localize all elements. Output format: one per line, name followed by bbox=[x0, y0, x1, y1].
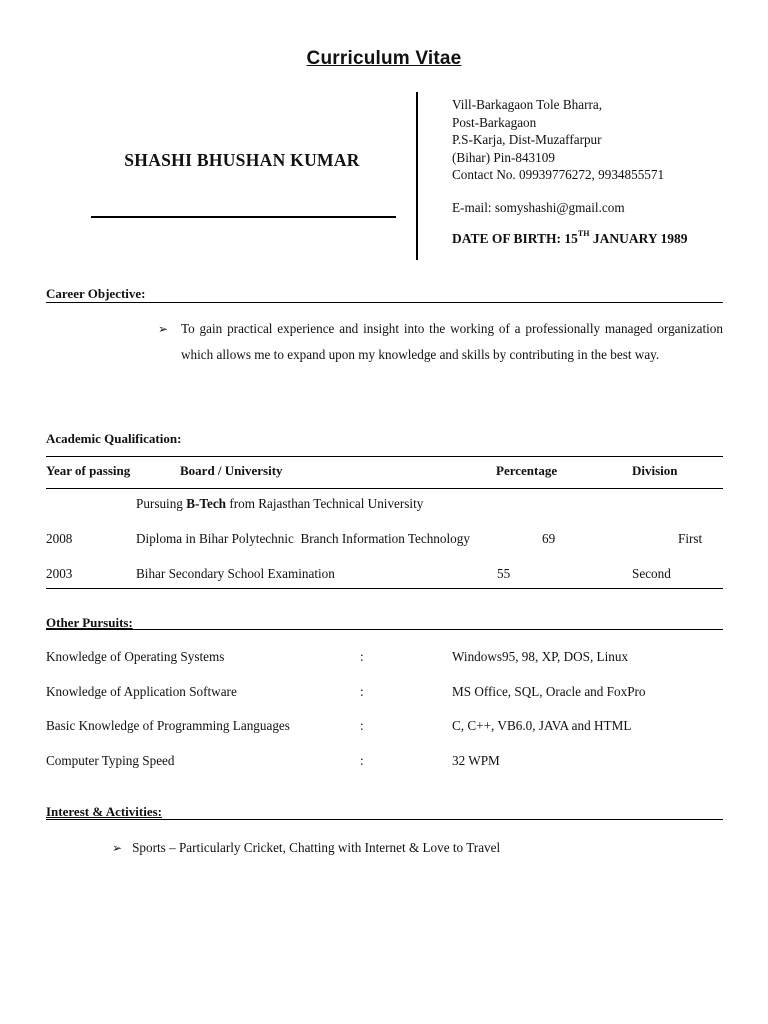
pursuit-value: MS Office, SQL, Oracle and FoxPro bbox=[452, 684, 646, 699]
name-underline bbox=[91, 216, 396, 218]
career-objective-heading: Career Objective: bbox=[46, 286, 146, 301]
table-header-rule bbox=[46, 488, 723, 489]
other-pursuits-heading: Other Pursuits: bbox=[46, 615, 133, 630]
bullet-arrow-icon: ➢ bbox=[158, 322, 169, 336]
row-percentage: 69 bbox=[542, 531, 556, 546]
pursuit-value: Windows95, 98, XP, DOS, Linux bbox=[452, 649, 629, 664]
header-year: Year of passing bbox=[46, 463, 131, 478]
interest-text: Sports – Particularly Cricket, Chatting with Internet & Love to Travel bbox=[132, 840, 501, 855]
row-board: Diploma in Bihar Polytechnic Branch Information Technology bbox=[136, 531, 470, 546]
row-board bbox=[136, 496, 423, 512]
address-line: (Bihar) Pin-843109 bbox=[452, 149, 555, 165]
dob-label: DATE OF BIRTH: 15 bbox=[452, 231, 578, 246]
pursuit-separator: : bbox=[360, 684, 364, 699]
address-line: P.S-Karja, Dist-Muzaffarpur bbox=[452, 132, 602, 147]
header-divider bbox=[416, 92, 418, 260]
career-objective-text: To gain practical experience and insight into the working of a professionally managed organization which allows me to expand upon my knowledge and skills by contributing in the best way. bbox=[181, 321, 723, 362]
row-board: Bihar Secondary School Examination bbox=[136, 566, 335, 581]
candidate-name: SHASHI BHUSHAN KUMAR bbox=[124, 150, 360, 170]
interest-heading: Interest & Activities: bbox=[46, 804, 163, 819]
table-bottom-rule bbox=[46, 588, 723, 589]
pursuit-label: Computer Typing Speed bbox=[46, 753, 175, 768]
address-line: Post-Barkagaon bbox=[452, 114, 537, 130]
header-percentage: Percentage bbox=[496, 463, 558, 478]
career-objective bbox=[158, 316, 723, 368]
header-division: Division bbox=[632, 463, 678, 478]
interest-item bbox=[112, 840, 500, 856]
board-degree: B-Tech bbox=[186, 496, 227, 511]
date-of-birth bbox=[452, 231, 688, 247]
pursuit-value: 32 WPM bbox=[452, 753, 500, 768]
academic-heading: Academic Qualification: bbox=[46, 431, 182, 446]
section-rule bbox=[46, 629, 723, 630]
dob-suffix: TH bbox=[577, 229, 590, 238]
row-division: First bbox=[678, 531, 703, 546]
email: E-mail: somyshashi@gmail.com bbox=[452, 200, 625, 215]
row-division: Second bbox=[632, 566, 671, 581]
row-year: 2008 bbox=[46, 531, 73, 546]
address-line: Vill-Barkagaon Tole Bharra, bbox=[452, 97, 603, 112]
pursuit-label: Knowledge of Operating Systems bbox=[46, 649, 225, 664]
dob-rest: JANUARY 1989 bbox=[589, 231, 688, 246]
pursuit-separator: : bbox=[360, 649, 364, 664]
table-top-rule bbox=[46, 456, 723, 457]
pursuit-separator: : bbox=[360, 753, 364, 768]
row-percentage: 55 bbox=[497, 566, 511, 581]
pursuit-value: C, C++, VB6.0, JAVA and HTML bbox=[452, 718, 632, 733]
pursuit-label: Knowledge of Application Software bbox=[46, 684, 237, 699]
board-text: from Rajasthan Technical University bbox=[226, 496, 424, 511]
contact-numbers: Contact No. 09939776272, 9934855571 bbox=[452, 167, 665, 182]
section-rule bbox=[46, 819, 723, 820]
pursuit-label: Basic Knowledge of Programming Languages bbox=[46, 718, 290, 733]
section-rule bbox=[46, 302, 723, 303]
document-title: Curriculum Vitae bbox=[306, 48, 462, 69]
pursuit-separator: : bbox=[360, 718, 364, 733]
row-year: 2003 bbox=[46, 566, 73, 581]
address-block bbox=[452, 96, 664, 184]
header-board: Board / University bbox=[180, 463, 283, 478]
board-text: Pursuing bbox=[136, 496, 187, 511]
bullet-arrow-icon: ➢ bbox=[112, 841, 123, 855]
